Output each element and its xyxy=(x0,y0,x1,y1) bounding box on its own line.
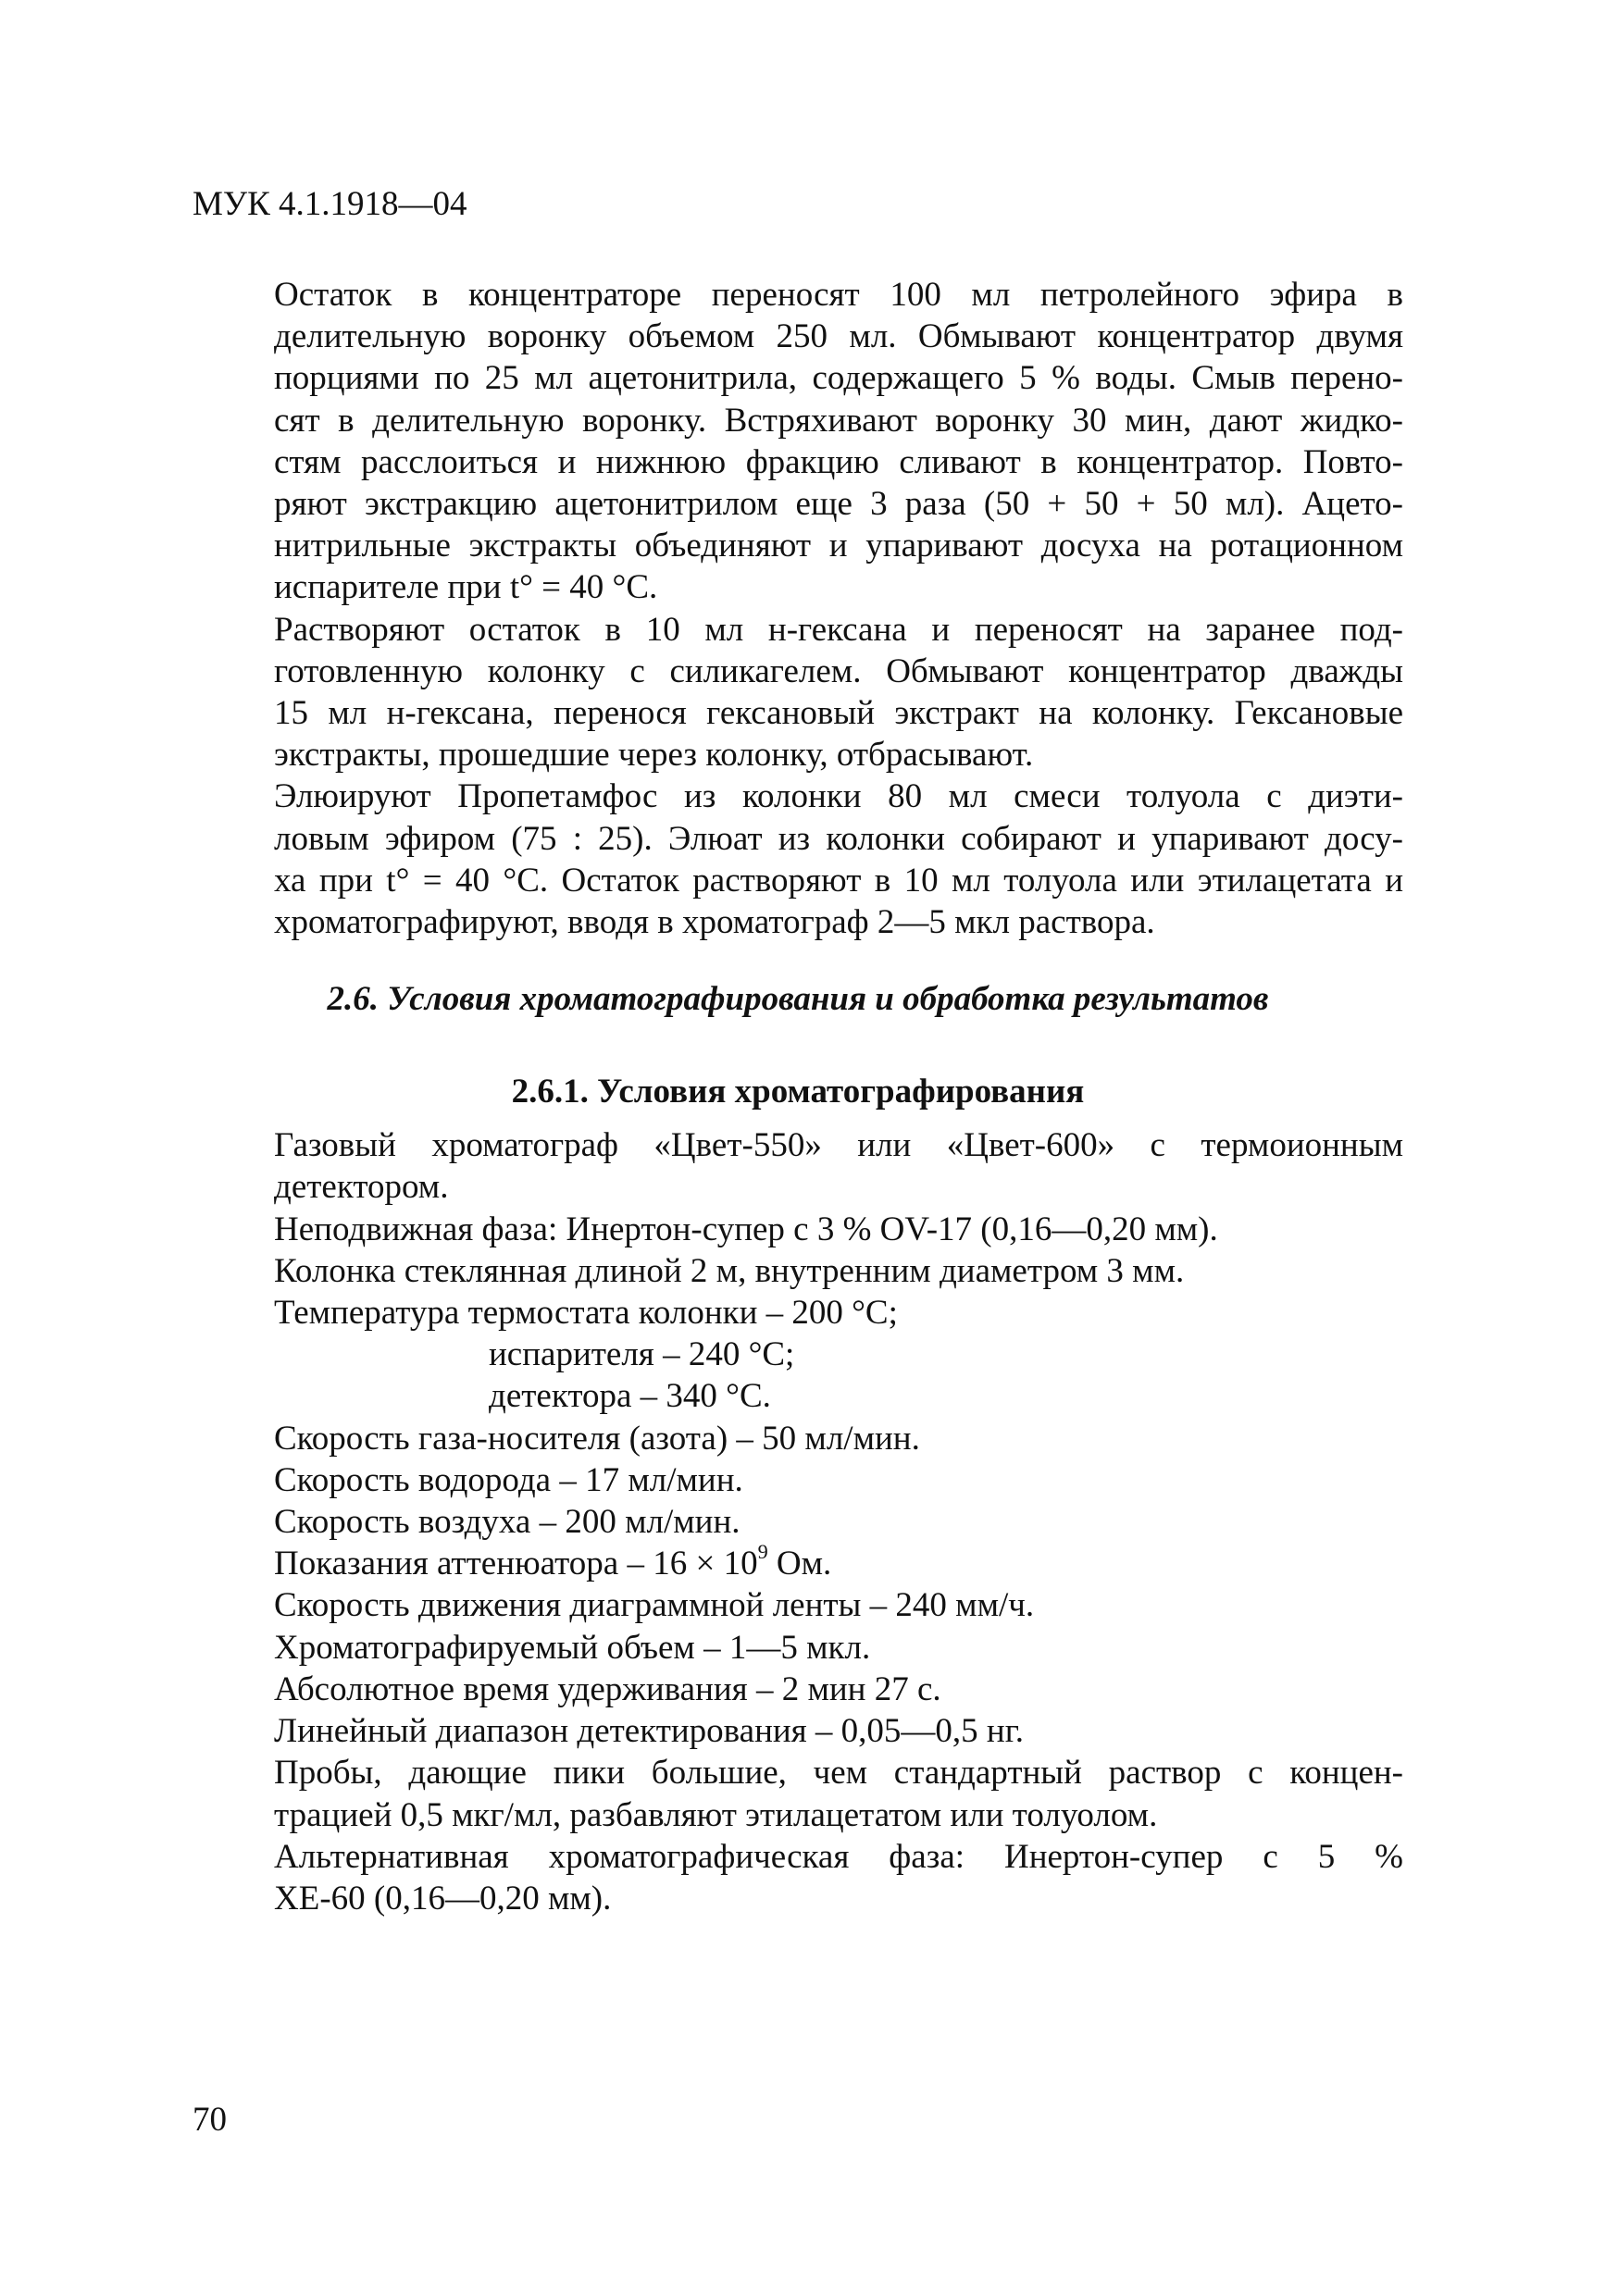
text-line: Элюируют Пропетамфос из колонки 80 мл смеси толуола с диэти- xyxy=(274,777,1403,816)
text-line: сят в делительную воронку. Встряхивают воронку 30 мин, дают жидко- xyxy=(274,401,1403,440)
condition-retention: Абсолютное время удерживания – 2 мин 27 с. xyxy=(274,1669,941,1708)
text-line: хроматографируют, вводя в хроматограф 2—5 мкл раствора. xyxy=(274,903,1155,942)
condition-temp-evaporator: испарителя – 240 °C; xyxy=(489,1335,795,1374)
paragraph-chromatograph xyxy=(193,1124,1403,1208)
text-line: делительную воронку объемом 250 мл. Обмывают концентратор двумя xyxy=(274,317,1403,356)
condition-volume: Хроматографируемый объем – 1—5 мкл. xyxy=(274,1628,871,1667)
text-line: 15 мл н-гексана, перенося гексановый экстракт на колонку. Гексановые xyxy=(274,694,1403,733)
text-line: испарителе при t° = 40 °C. xyxy=(274,568,658,607)
condition-phase: Неподвижная фаза: Инертон-супер с 3 % OV-17 (0,16—0,20 мм). xyxy=(274,1210,1218,1248)
condition-temp-detector: детектора – 340 °C. xyxy=(489,1377,771,1416)
text-line: ряют экстракцию ацетонитрилом еще 3 раза (50 + 50 + 50 мл). Ацето- xyxy=(274,485,1403,524)
attenuator-prefix: Показания аттенюатора – 16 × 10 xyxy=(274,1545,758,1583)
condition-linear-range: Линейный диапазон детектирования – 0,05—0,5 нг. xyxy=(274,1712,1024,1751)
text-line: Пробы, дающие пики большие, чем стандартный раствор с концен- xyxy=(274,1754,1403,1793)
paragraph-elution xyxy=(193,776,1403,943)
section-heading: 2.6. Условия хроматографирования и обработка результатов xyxy=(327,980,1269,1019)
text-line: готовленную колонку с силикагелем. Обмывают концентратор дважды xyxy=(274,652,1403,690)
text-line: порциями по 25 мл ацетонитрила, содержащего 5 % воды. Смыв перено- xyxy=(274,359,1403,398)
condition-air: Скорость воздуха – 200 мл/мин. xyxy=(274,1503,741,1542)
condition-carrier-gas: Скорость газа-носителя (азота) – 50 мл/мин. xyxy=(274,1419,920,1458)
text-line: Остаток в концентраторе переносят 100 мл петролейного эфира в xyxy=(274,276,1403,314)
condition-temp-column: Температура термостата колонки – 200 °C; xyxy=(274,1294,898,1333)
text-line: XE-60 (0,16—0,20 мм). xyxy=(274,1879,612,1917)
paragraph-dilution xyxy=(193,1752,1403,1835)
attenuator-suffix: Ом. xyxy=(767,1545,832,1583)
text-line: Растворяют остаток в 10 мл н-гексана и переносят на заранее под- xyxy=(274,610,1403,649)
paragraph-extraction xyxy=(193,274,1403,609)
text-line: ха при t° = 40 °C. Остаток растворяют в 10 мл толуола или этилацетата и xyxy=(274,861,1403,900)
text-line: Альтернативная хроматографическая фаза: Инертон-супер с 5 % xyxy=(274,1837,1403,1876)
text-line: экстракты, прошедшие через колонку, отбрасывают. xyxy=(274,736,1034,775)
text-line: нитрильные экстракты объединяют и упаривают досуха на ротационном xyxy=(274,527,1403,565)
attenuator-exponent: 9 xyxy=(757,1539,768,1563)
document-code-header: МУК 4.1.1918—04 xyxy=(193,185,467,223)
text-line: ловым эфиром (75 : 25). Элюат из колонки собирают и упаривают досу- xyxy=(274,819,1403,858)
text-line: стям расслоиться и нижнюю фракцию сливают в концентратор. Повто- xyxy=(274,442,1403,481)
text-line: детектором. xyxy=(274,1168,449,1207)
page-number: 70 xyxy=(193,2101,227,2139)
text-line: Газовый хроматограф «Цвет-550» или «Цвет-600» с термоионным xyxy=(274,1126,1403,1165)
document-body xyxy=(193,274,1403,1919)
paragraph-column-cleanup xyxy=(193,609,1403,776)
condition-hydrogen: Скорость водорода – 17 мл/мин. xyxy=(274,1460,743,1499)
paragraph-alternative-phase xyxy=(193,1836,1403,1919)
text-line: трацией 0,5 мкг/мл, разбавляют этилацетатом или толуолом. xyxy=(274,1795,1158,1834)
condition-chart-speed: Скорость движения диаграммной ленты – 240 мм/ч. xyxy=(274,1586,1035,1625)
condition-column: Колонка стеклянная длиной 2 м, внутренним диаметром 3 мм. xyxy=(274,1251,1185,1290)
subsection-heading: 2.6.1. Условия хроматографирования xyxy=(511,1073,1085,1111)
condition-attenuator xyxy=(193,1539,1403,1584)
